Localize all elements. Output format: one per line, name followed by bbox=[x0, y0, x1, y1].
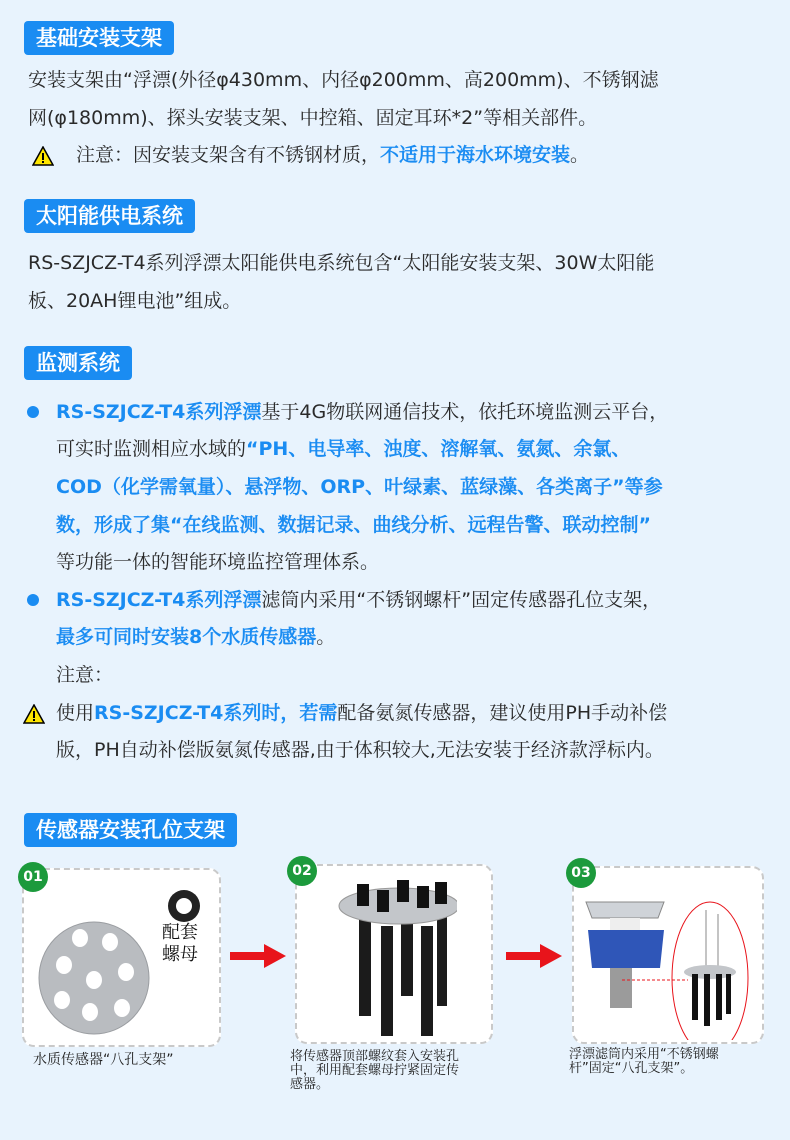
text: 可实时监测相应水域的 bbox=[56, 438, 247, 460]
bullet-icon bbox=[27, 406, 39, 418]
text: 滤筒内采用“不锈钢螺杆”固定传感器孔位支架， bbox=[261, 589, 662, 611]
sensors-on-bracket-image bbox=[337, 876, 457, 1041]
mount-desc-line1: 安装支架由“浮漂(外径φ430mm、内径φ200mm、高200mm)、不锈钢滤 bbox=[28, 69, 659, 91]
text: 基于4G物联网通信技术，依托环境监测云平台， bbox=[261, 401, 669, 423]
highlight: RS-SZJCZ-T4系列浮漂 bbox=[56, 401, 262, 423]
caption-line: 中，利用配套螺母拧紧固定传 bbox=[290, 1063, 460, 1078]
step3-card bbox=[572, 866, 764, 1044]
mount-desc-line2: 网(φ180mm)、探头安装支架、中控箱、固定耳环*2”等相关部件。 bbox=[28, 107, 598, 129]
step2-card bbox=[295, 864, 493, 1044]
arrow-right-icon bbox=[506, 944, 564, 968]
text: 等参 bbox=[624, 476, 663, 498]
float-buoy-image bbox=[580, 900, 760, 1040]
highlight: 最多可同时安装8个水质传感器 bbox=[56, 626, 317, 648]
note-end: 。 bbox=[570, 144, 590, 166]
monitor-bullet1-line4 bbox=[56, 512, 651, 538]
highlight: RS-SZJCZ-T4系列时，若需 bbox=[94, 702, 338, 724]
step2-caption bbox=[290, 1050, 459, 1092]
section-heading-monitoring: 监测系统 bbox=[24, 346, 132, 380]
monitor-bullet1-line5: 等功能一体的智能环境监控管理体系。 bbox=[56, 551, 380, 573]
eight-hole-bracket-image bbox=[32, 918, 162, 1038]
arrow-right-icon bbox=[230, 944, 288, 968]
step1-caption: 水质传感器“八孔支架” bbox=[33, 1052, 174, 1068]
nut-label-line1: 配套 bbox=[162, 922, 198, 943]
highlight: RS-SZJCZ-T4系列浮漂 bbox=[56, 589, 262, 611]
warning-icon bbox=[23, 704, 45, 724]
step3-caption bbox=[569, 1048, 719, 1076]
highlight: 数，形成了集“在线监测、数据记录、曲线分析、远程告警、联动控制” bbox=[56, 514, 651, 536]
nut-label bbox=[162, 922, 198, 966]
text: 配备氨氮传感器，建议使用PH手动补偿 bbox=[337, 702, 668, 724]
note-text: 注意：因安装支架含有不锈钢材质， bbox=[76, 144, 381, 166]
step-badge: 03 bbox=[566, 858, 596, 888]
step-badge: 02 bbox=[287, 856, 317, 886]
step-badge: 01 bbox=[18, 862, 48, 892]
highlight: “PH、电导率、浊度、溶解氧、氨氮、余氯、 bbox=[246, 438, 631, 460]
text: 使用 bbox=[56, 702, 95, 724]
mount-note bbox=[76, 142, 589, 168]
step1-card bbox=[22, 868, 221, 1047]
nut-label-line2: 螺母 bbox=[162, 944, 198, 965]
section-heading-basic-mount: 基础安装支架 bbox=[24, 21, 174, 55]
bullet-icon bbox=[27, 594, 39, 606]
caption-line: 杆”固定“八孔支架”。 bbox=[569, 1061, 694, 1076]
solar-desc-line2: 板、20AH锂电池”组成。 bbox=[28, 290, 242, 312]
solar-desc-line1: RS-SZJCZ-T4系列浮漂太阳能供电系统包含“太阳能安装支架、30W太阳能 bbox=[28, 252, 655, 274]
monitor-bullet1-line3 bbox=[56, 474, 663, 500]
monitor-warning-line1 bbox=[56, 700, 667, 726]
monitor-bullet1-line1 bbox=[56, 399, 668, 425]
section-heading-sensor-bracket: 传感器安装孔位支架 bbox=[24, 813, 237, 847]
monitor-note-label: 注意： bbox=[56, 664, 114, 686]
highlight: COD（化学需氧量）、悬浮物、ORP、叶绿素、蓝绿藻、各类离子” bbox=[56, 476, 625, 498]
monitor-bullet1-line2 bbox=[56, 436, 630, 462]
monitor-bullet2-line2 bbox=[56, 624, 335, 650]
caption-line: 将传感器顶部螺纹套入安装孔 bbox=[290, 1049, 460, 1064]
warning-icon bbox=[32, 146, 54, 166]
caption-line: 浮漂滤筒内采用“不锈钢螺 bbox=[569, 1047, 719, 1062]
text: 。 bbox=[316, 626, 336, 648]
note-highlight: 不适用于海水环境安装 bbox=[380, 144, 571, 166]
section-heading-solar-power: 太阳能供电系统 bbox=[24, 199, 195, 233]
monitor-bullet2-line1 bbox=[56, 587, 661, 613]
caption-line: 感器。 bbox=[290, 1077, 330, 1092]
monitor-warning-line2: 版，PH自动补偿版氨氮传感器,由于体积较大,无法安装于经济款浮标内。 bbox=[56, 739, 664, 761]
